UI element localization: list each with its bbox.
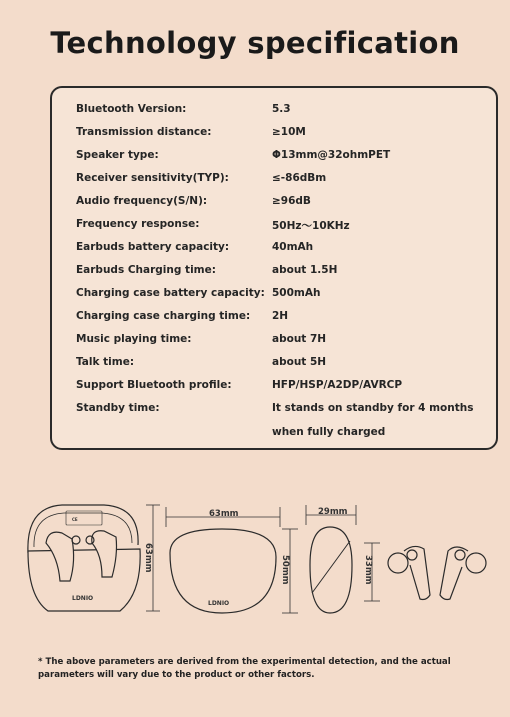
spec-value: 2H bbox=[272, 310, 289, 322]
spec-label: Bluetooth Version: bbox=[76, 103, 187, 115]
spec-label: Earbuds battery capacity: bbox=[76, 241, 230, 253]
height-open-label: 63mm bbox=[143, 543, 153, 573]
brand-logo-open: LDNIO bbox=[72, 595, 94, 602]
spec-label: Music playing time: bbox=[76, 333, 192, 345]
earbud-height-label: 33mm bbox=[363, 555, 373, 585]
width-label: 63mm bbox=[209, 509, 239, 519]
spec-label: Audio frequency(S/N): bbox=[76, 195, 208, 207]
spec-label: Earbuds Charging time: bbox=[76, 264, 216, 276]
spec-value: HFP/HSP/A2DP/AVRCP bbox=[272, 379, 403, 391]
spec-value: about 5H bbox=[272, 356, 327, 368]
brand-logo-closed: LDNIO bbox=[208, 600, 230, 607]
earbuds-illustration bbox=[388, 546, 486, 599]
spec-value: 40mAh bbox=[272, 241, 314, 253]
spec-value: about 1.5H bbox=[272, 264, 338, 276]
spec-label: Standby time: bbox=[76, 402, 160, 414]
spec-value: ≤-86dBm bbox=[272, 172, 327, 184]
spec-value: Φ13mm@32ohmPET bbox=[272, 149, 391, 161]
footnote: * The above parameters are derived from the experimental detection, and the actual parameters will vary due to the product or other factors. bbox=[38, 657, 451, 680]
spec-value: 50Hz～10KHz bbox=[272, 220, 350, 232]
spec-label: Charging case battery capacity: bbox=[76, 287, 265, 299]
spec-value: 500mAh bbox=[272, 287, 321, 299]
spec-label: Transmission distance: bbox=[76, 126, 212, 138]
spec-value: ≥96dB bbox=[272, 195, 311, 207]
spec-label: Receiver sensitivity(TYP): bbox=[76, 172, 229, 184]
spec-label: Frequency response: bbox=[76, 218, 200, 230]
case-seam-line bbox=[312, 541, 350, 593]
spec-value: ≥10M bbox=[272, 126, 306, 138]
page-title: Technology specification bbox=[50, 26, 460, 60]
spec-value: 5.3 bbox=[272, 103, 291, 115]
certification-marks: CE bbox=[72, 517, 78, 522]
spec-table bbox=[50, 86, 498, 450]
spec-label: Charging case charging time: bbox=[76, 310, 251, 322]
depth-label: 29mm bbox=[318, 507, 348, 517]
spec-value: It stands on standby for 4 months bbox=[272, 402, 474, 414]
spec-value: when fully charged bbox=[272, 426, 386, 438]
spec-label: Support Bluetooth profile: bbox=[76, 379, 232, 391]
dimension-diagram bbox=[0, 485, 510, 635]
spec-label: Speaker type: bbox=[76, 149, 159, 161]
spec-label: Talk time: bbox=[76, 356, 135, 368]
spec-value: about 7H bbox=[272, 333, 327, 345]
height-label: 50mm bbox=[280, 555, 290, 585]
case-side-view bbox=[310, 527, 352, 613]
